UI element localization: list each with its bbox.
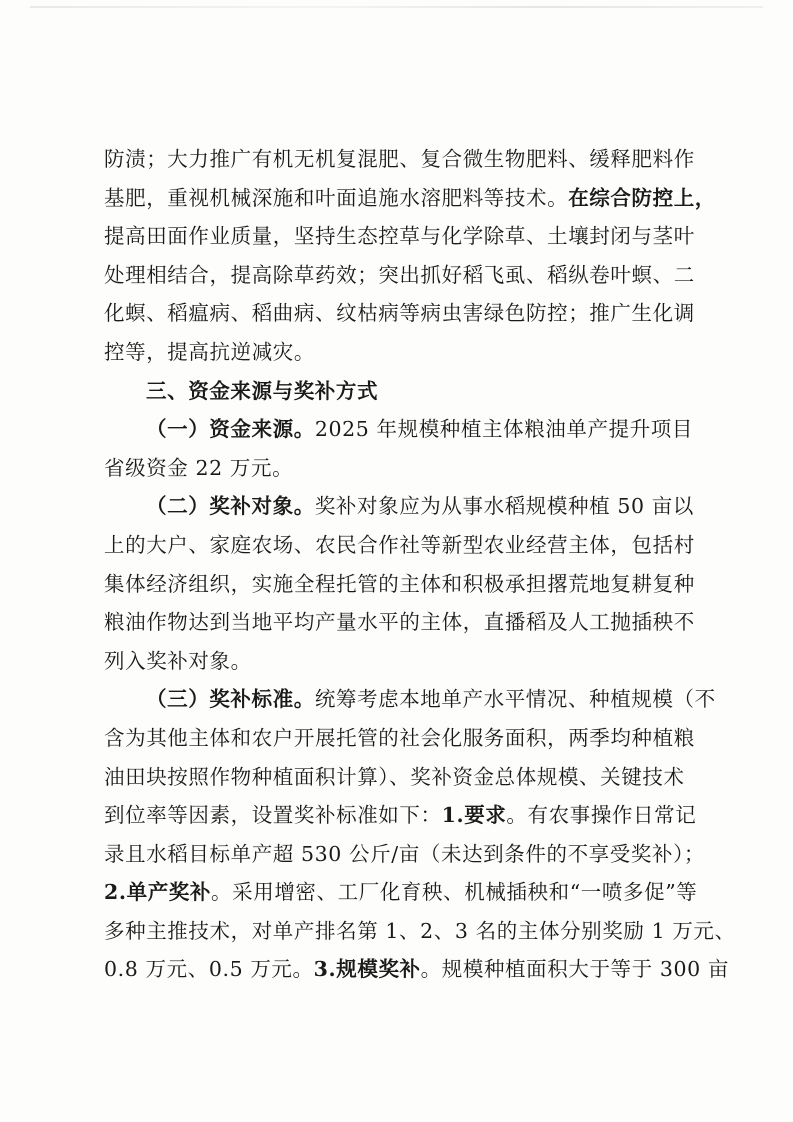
text-line (104, 603, 695, 642)
text-segment: 防渍；大力推广有机无机复混肥、复合微生物肥料、缓释肥料作 (104, 147, 695, 171)
text-segment: 奖补对象应为从事水稻规模种植 50 亩以 (314, 494, 694, 519)
text-segment: 0.8 万元、0.5 万元。 (104, 957, 314, 982)
text-segment: 统筹考虑本地单产水平情况、种植规模（不 (314, 687, 716, 712)
text-line (104, 796, 697, 835)
text-line (104, 372, 689, 411)
text-segment: 含为其他主体和农户开展托管的社会化服务面积，两季均种植粮 (104, 725, 695, 750)
text-segment: 提高田面作业质量，坚持生态控草与化学除草、土壤封闭与茎叶 (104, 224, 695, 249)
text-segment: 。有农事操作日常记 (506, 803, 697, 828)
text-segment: 处理相结合，提高除草药效；突出抓好稻飞虱、稻纵卷叶螟、二 (104, 262, 695, 287)
text-line (104, 680, 716, 719)
bold-text-segment: （二）奖补对象。 (146, 494, 315, 519)
text-line (104, 256, 695, 295)
text-segment: 多种主推技术，对单产排名第 1、2、3 名的主体分别奖励 1 万元、 (104, 918, 736, 943)
text-segment: 列入奖补对象。 (104, 648, 252, 673)
bold-text-segment: （三）奖补标准。 (146, 687, 315, 712)
bold-text-segment: （一）资金来源。 (146, 417, 315, 442)
text-line (104, 526, 695, 565)
text-line (104, 642, 689, 681)
text-line (104, 449, 689, 488)
text-line (104, 140, 695, 179)
text-line (104, 179, 716, 218)
text-line (104, 950, 730, 989)
text-segment: 省级资金 22 万元。 (104, 455, 294, 480)
text-line (104, 487, 694, 526)
scan-edge-line (30, 6, 763, 8)
text-segment: 控等，提高抗逆减灾。 (104, 339, 315, 364)
text-segment: 上的大户、家庭农场、农民合作社等新型农业经营主体，包括村 (104, 532, 695, 557)
text-segment: 。采用增密、工厂化育秧、机械插秧和“一喷多促”等 (211, 880, 698, 905)
text-segment: 油田块按照作物种植面积计算）、奖补资金总体规模、关键技术 (104, 764, 685, 789)
text-segment: 到位率等因素，设置奖补标准如下： (104, 803, 442, 828)
text-segment: 。规模种植面积大于等于 300 亩 (420, 957, 730, 982)
bold-text-segment: 2.单产奖补 (104, 880, 212, 905)
text-line (104, 217, 695, 256)
text-line (104, 565, 695, 604)
document-body (104, 140, 736, 989)
text-segment: 2025 年规模种植主体粮油单产提升项目 (314, 417, 693, 442)
bold-text-segment: 1.要求 (441, 803, 507, 828)
text-segment: 粮油作物达到当地平均产量水平的主体，直播稻及人工抛插秧不 (104, 610, 695, 635)
text-line (104, 333, 689, 372)
text-segment: 基肥，重视机械深施和叶面追施水溶肥料等技术。 (104, 185, 569, 210)
text-line (104, 873, 698, 912)
text-line (104, 719, 695, 758)
text-line (104, 758, 689, 797)
text-segment: 化螟、稻瘟病、稻曲病、纹枯病等病虫害绿色防控；推广生化调 (104, 301, 695, 326)
text-line (104, 294, 695, 333)
text-segment: 录且水稻目标单产超 530 公斤/亩（未达到条件的不享受奖补）； (104, 841, 706, 866)
text-line (104, 835, 706, 874)
text-segment: 集体经济组织，实施全程托管的主体和积极承担撂荒地复耕复种 (104, 571, 695, 596)
bold-text-segment: 在综合防控上， (568, 185, 716, 210)
bold-text-segment: 3.规模奖补 (313, 957, 421, 982)
text-line (104, 912, 736, 951)
text-line (104, 410, 693, 449)
bold-text-segment: 三、资金来源与奖补方式 (146, 378, 379, 403)
